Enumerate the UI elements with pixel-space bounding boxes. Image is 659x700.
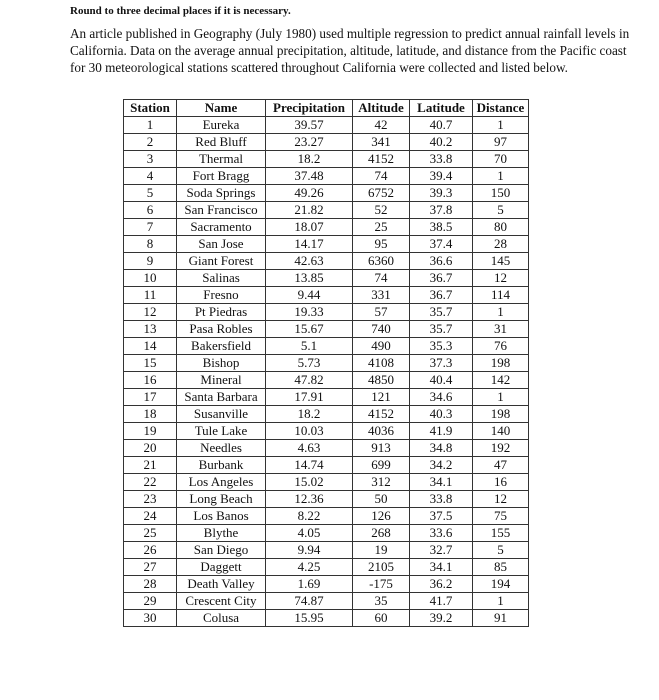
cell-altitude: 341 xyxy=(353,134,410,151)
cell-station: 5 xyxy=(124,185,177,202)
cell-latitude: 37.8 xyxy=(410,202,473,219)
cell-distance: 12 xyxy=(473,491,529,508)
table-row xyxy=(124,185,529,202)
table-row xyxy=(124,491,529,508)
cell-station: 2 xyxy=(124,134,177,151)
cell-precipitation: 39.57 xyxy=(266,117,353,134)
table-row xyxy=(124,270,529,287)
cell-station: 14 xyxy=(124,338,177,355)
cell-altitude: 52 xyxy=(353,202,410,219)
table-row xyxy=(124,236,529,253)
cell-altitude: -175 xyxy=(353,576,410,593)
cell-precipitation: 17.91 xyxy=(266,389,353,406)
cell-latitude: 33.6 xyxy=(410,525,473,542)
cell-precipitation: 1.69 xyxy=(266,576,353,593)
header-latitude: Latitude xyxy=(410,100,473,117)
cell-precipitation: 42.63 xyxy=(266,253,353,270)
cell-latitude: 40.2 xyxy=(410,134,473,151)
cell-distance: 5 xyxy=(473,202,529,219)
cell-latitude: 32.7 xyxy=(410,542,473,559)
cell-latitude: 35.7 xyxy=(410,304,473,321)
cell-latitude: 41.9 xyxy=(410,423,473,440)
cell-latitude: 34.6 xyxy=(410,389,473,406)
table-row xyxy=(124,610,529,627)
cell-latitude: 34.8 xyxy=(410,440,473,457)
cell-distance: 76 xyxy=(473,338,529,355)
cell-altitude: 19 xyxy=(353,542,410,559)
cell-precipitation: 14.74 xyxy=(266,457,353,474)
cell-latitude: 33.8 xyxy=(410,151,473,168)
cell-precipitation: 74.87 xyxy=(266,593,353,610)
cell-altitude: 312 xyxy=(353,474,410,491)
cell-distance: 31 xyxy=(473,321,529,338)
table-row xyxy=(124,321,529,338)
cell-distance: 16 xyxy=(473,474,529,491)
cell-station: 1 xyxy=(124,117,177,134)
cell-name: Blythe xyxy=(177,525,266,542)
cell-name: Pasa Robles xyxy=(177,321,266,338)
cell-station: 30 xyxy=(124,610,177,627)
table-row xyxy=(124,253,529,270)
cell-distance: 150 xyxy=(473,185,529,202)
cell-precipitation: 4.63 xyxy=(266,440,353,457)
cell-altitude: 4108 xyxy=(353,355,410,372)
header-name: Name xyxy=(177,100,266,117)
cell-station: 13 xyxy=(124,321,177,338)
cell-altitude: 331 xyxy=(353,287,410,304)
table-row xyxy=(124,134,529,151)
cell-precipitation: 10.03 xyxy=(266,423,353,440)
cell-precipitation: 49.26 xyxy=(266,185,353,202)
cell-precipitation: 18.07 xyxy=(266,219,353,236)
cell-precipitation: 4.25 xyxy=(266,559,353,576)
cell-latitude: 36.6 xyxy=(410,253,473,270)
cell-distance: 70 xyxy=(473,151,529,168)
cell-altitude: 6360 xyxy=(353,253,410,270)
cell-station: 16 xyxy=(124,372,177,389)
cell-altitude: 57 xyxy=(353,304,410,321)
rounding-instruction: Round to three decimal places if it is necessary. xyxy=(70,5,291,17)
cell-precipitation: 15.67 xyxy=(266,321,353,338)
cell-distance: 5 xyxy=(473,542,529,559)
cell-distance: 155 xyxy=(473,525,529,542)
cell-station: 11 xyxy=(124,287,177,304)
cell-precipitation: 4.05 xyxy=(266,525,353,542)
cell-name: Salinas xyxy=(177,270,266,287)
cell-distance: 1 xyxy=(473,389,529,406)
cell-name: San Jose xyxy=(177,236,266,253)
cell-latitude: 37.5 xyxy=(410,508,473,525)
cell-name: Bishop xyxy=(177,355,266,372)
cell-precipitation: 18.2 xyxy=(266,406,353,423)
cell-station: 12 xyxy=(124,304,177,321)
cell-precipitation: 37.48 xyxy=(266,168,353,185)
cell-name: San Francisco xyxy=(177,202,266,219)
cell-distance: 47 xyxy=(473,457,529,474)
cell-altitude: 913 xyxy=(353,440,410,457)
table-row xyxy=(124,117,529,134)
table-row xyxy=(124,406,529,423)
cell-latitude: 33.8 xyxy=(410,491,473,508)
table-row xyxy=(124,304,529,321)
cell-station: 24 xyxy=(124,508,177,525)
cell-station: 25 xyxy=(124,525,177,542)
cell-distance: 1 xyxy=(473,593,529,610)
table-row xyxy=(124,151,529,168)
cell-station: 27 xyxy=(124,559,177,576)
cell-latitude: 39.3 xyxy=(410,185,473,202)
cell-name: Eureka xyxy=(177,117,266,134)
cell-station: 15 xyxy=(124,355,177,372)
cell-precipitation: 9.94 xyxy=(266,542,353,559)
cell-altitude: 35 xyxy=(353,593,410,610)
cell-name: Los Banos xyxy=(177,508,266,525)
cell-altitude: 74 xyxy=(353,270,410,287)
cell-altitude: 4152 xyxy=(353,406,410,423)
cell-precipitation: 12.36 xyxy=(266,491,353,508)
cell-station: 3 xyxy=(124,151,177,168)
cell-latitude: 35.7 xyxy=(410,321,473,338)
cell-name: Burbank xyxy=(177,457,266,474)
table-row xyxy=(124,542,529,559)
table-row xyxy=(124,559,529,576)
header-distance: Distance xyxy=(473,100,529,117)
cell-station: 29 xyxy=(124,593,177,610)
cell-distance: 85 xyxy=(473,559,529,576)
cell-latitude: 38.5 xyxy=(410,219,473,236)
cell-name: Thermal xyxy=(177,151,266,168)
cell-name: Death Valley xyxy=(177,576,266,593)
table-row xyxy=(124,355,529,372)
cell-distance: 140 xyxy=(473,423,529,440)
table-row xyxy=(124,338,529,355)
table-row xyxy=(124,372,529,389)
table-row xyxy=(124,168,529,185)
cell-distance: 198 xyxy=(473,406,529,423)
cell-name: Santa Barbara xyxy=(177,389,266,406)
cell-altitude: 4152 xyxy=(353,151,410,168)
cell-station: 7 xyxy=(124,219,177,236)
cell-distance: 28 xyxy=(473,236,529,253)
table-row xyxy=(124,202,529,219)
cell-altitude: 25 xyxy=(353,219,410,236)
cell-precipitation: 14.17 xyxy=(266,236,353,253)
cell-distance: 80 xyxy=(473,219,529,236)
table-row xyxy=(124,525,529,542)
cell-precipitation: 5.1 xyxy=(266,338,353,355)
cell-altitude: 4850 xyxy=(353,372,410,389)
cell-latitude: 40.7 xyxy=(410,117,473,134)
cell-precipitation: 47.82 xyxy=(266,372,353,389)
header-altitude: Altitude xyxy=(353,100,410,117)
table-row xyxy=(124,457,529,474)
cell-precipitation: 15.95 xyxy=(266,610,353,627)
cell-station: 10 xyxy=(124,270,177,287)
cell-name: Bakersfield xyxy=(177,338,266,355)
cell-altitude: 126 xyxy=(353,508,410,525)
cell-altitude: 740 xyxy=(353,321,410,338)
cell-station: 19 xyxy=(124,423,177,440)
cell-altitude: 42 xyxy=(353,117,410,134)
table-row xyxy=(124,474,529,491)
cell-precipitation: 13.85 xyxy=(266,270,353,287)
cell-distance: 12 xyxy=(473,270,529,287)
cell-altitude: 4036 xyxy=(353,423,410,440)
cell-latitude: 40.4 xyxy=(410,372,473,389)
cell-latitude: 39.4 xyxy=(410,168,473,185)
cell-station: 9 xyxy=(124,253,177,270)
cell-altitude: 6752 xyxy=(353,185,410,202)
cell-latitude: 37.3 xyxy=(410,355,473,372)
cell-distance: 1 xyxy=(473,168,529,185)
cell-name: Long Beach xyxy=(177,491,266,508)
table-row xyxy=(124,440,529,457)
table-body xyxy=(124,117,529,627)
cell-latitude: 36.2 xyxy=(410,576,473,593)
cell-name: Pt Piedras xyxy=(177,304,266,321)
cell-distance: 142 xyxy=(473,372,529,389)
cell-altitude: 699 xyxy=(353,457,410,474)
cell-distance: 192 xyxy=(473,440,529,457)
header-station: Station xyxy=(124,100,177,117)
cell-precipitation: 15.02 xyxy=(266,474,353,491)
cell-latitude: 37.4 xyxy=(410,236,473,253)
cell-name: San Diego xyxy=(177,542,266,559)
cell-precipitation: 5.73 xyxy=(266,355,353,372)
table-row xyxy=(124,219,529,236)
cell-station: 22 xyxy=(124,474,177,491)
cell-altitude: 121 xyxy=(353,389,410,406)
cell-station: 8 xyxy=(124,236,177,253)
cell-distance: 198 xyxy=(473,355,529,372)
table-row xyxy=(124,576,529,593)
cell-altitude: 60 xyxy=(353,610,410,627)
cell-altitude: 490 xyxy=(353,338,410,355)
cell-station: 28 xyxy=(124,576,177,593)
cell-precipitation: 8.22 xyxy=(266,508,353,525)
cell-precipitation: 23.27 xyxy=(266,134,353,151)
cell-name: Giant Forest xyxy=(177,253,266,270)
table-row xyxy=(124,423,529,440)
cell-distance: 114 xyxy=(473,287,529,304)
cell-latitude: 34.2 xyxy=(410,457,473,474)
cell-name: Daggett xyxy=(177,559,266,576)
cell-precipitation: 9.44 xyxy=(266,287,353,304)
cell-latitude: 36.7 xyxy=(410,287,473,304)
cell-altitude: 95 xyxy=(353,236,410,253)
cell-latitude: 41.7 xyxy=(410,593,473,610)
cell-station: 21 xyxy=(124,457,177,474)
cell-name: Crescent City xyxy=(177,593,266,610)
cell-latitude: 39.2 xyxy=(410,610,473,627)
cell-latitude: 35.3 xyxy=(410,338,473,355)
table-row xyxy=(124,389,529,406)
cell-name: Red Bluff xyxy=(177,134,266,151)
cell-name: Mineral xyxy=(177,372,266,389)
cell-station: 4 xyxy=(124,168,177,185)
cell-station: 26 xyxy=(124,542,177,559)
cell-name: Fresno xyxy=(177,287,266,304)
cell-latitude: 34.1 xyxy=(410,559,473,576)
cell-name: Needles xyxy=(177,440,266,457)
cell-altitude: 268 xyxy=(353,525,410,542)
cell-precipitation: 18.2 xyxy=(266,151,353,168)
cell-distance: 145 xyxy=(473,253,529,270)
cell-altitude: 50 xyxy=(353,491,410,508)
cell-distance: 91 xyxy=(473,610,529,627)
table-row xyxy=(124,593,529,610)
cell-station: 20 xyxy=(124,440,177,457)
cell-name: Soda Springs xyxy=(177,185,266,202)
cell-distance: 1 xyxy=(473,304,529,321)
cell-distance: 97 xyxy=(473,134,529,151)
cell-distance: 1 xyxy=(473,117,529,134)
cell-station: 23 xyxy=(124,491,177,508)
cell-station: 6 xyxy=(124,202,177,219)
cell-latitude: 34.1 xyxy=(410,474,473,491)
cell-name: Fort Bragg xyxy=(177,168,266,185)
table-header-row xyxy=(124,100,529,117)
cell-altitude: 2105 xyxy=(353,559,410,576)
cell-latitude: 40.3 xyxy=(410,406,473,423)
cell-name: Tule Lake xyxy=(177,423,266,440)
problem-description: An article published in Geography (July 1980) used multiple regression to predict annual rainfall levels in California. Data on the average annual precipitation, altitude, latitude, and distance from the Pacific coast for 30 meteorological stations scattered throughout California were collected and listed below. xyxy=(70,26,630,75)
cell-altitude: 74 xyxy=(353,168,410,185)
table-row xyxy=(124,287,529,304)
cell-station: 17 xyxy=(124,389,177,406)
cell-distance: 194 xyxy=(473,576,529,593)
cell-station: 18 xyxy=(124,406,177,423)
cell-precipitation: 19.33 xyxy=(266,304,353,321)
cell-name: Colusa xyxy=(177,610,266,627)
header-precipitation: Precipitation xyxy=(266,100,353,117)
cell-distance: 75 xyxy=(473,508,529,525)
cell-name: Sacramento xyxy=(177,219,266,236)
cell-name: Susanville xyxy=(177,406,266,423)
table-row xyxy=(124,508,529,525)
cell-name: Los Angeles xyxy=(177,474,266,491)
cell-precipitation: 21.82 xyxy=(266,202,353,219)
rainfall-data-table xyxy=(123,99,529,627)
cell-latitude: 36.7 xyxy=(410,270,473,287)
